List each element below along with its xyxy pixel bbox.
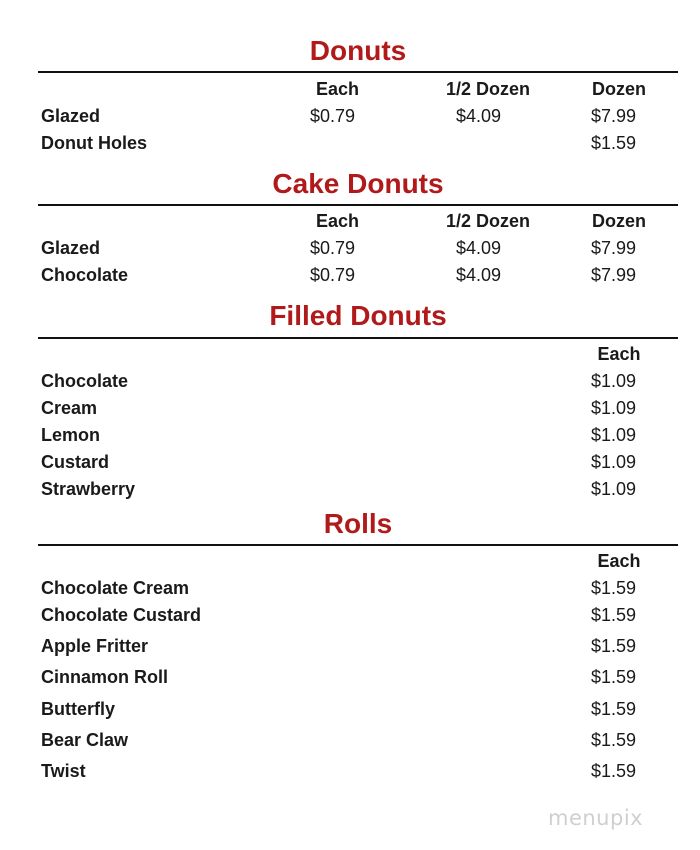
menu-item-price-half-dozen: $4.09 bbox=[456, 238, 502, 258]
menu-item-name: Cinnamon Roll bbox=[41, 667, 168, 687]
menu-item-name: Chocolate Cream bbox=[41, 578, 190, 598]
menu-item-name: Strawberry bbox=[41, 479, 136, 499]
column-header-each: Each bbox=[597, 344, 641, 364]
menu-item-price-dozen: $7.99 bbox=[591, 265, 637, 285]
menu-item-price-half-dozen: $4.09 bbox=[456, 106, 502, 126]
menu-item-name: Glazed bbox=[41, 106, 101, 126]
column-header-each: Each bbox=[316, 79, 360, 99]
menu-item-name: Bear Claw bbox=[41, 730, 129, 750]
menu-item-price-dozen: $1.59 bbox=[591, 133, 637, 153]
section-divider bbox=[38, 71, 678, 73]
menu-item-name: Glazed bbox=[41, 238, 101, 258]
section-title-filled-donuts: Filled Donuts bbox=[269, 300, 447, 331]
menu-item-name: Butterfly bbox=[41, 699, 116, 719]
section-divider bbox=[38, 204, 678, 206]
menu-item-name: Custard bbox=[41, 452, 110, 472]
menu-item-name: Chocolate bbox=[41, 265, 129, 285]
menu-item-price-each: $1.59 bbox=[591, 730, 637, 750]
column-header-half-dozen: 1/2 Dozen bbox=[445, 79, 531, 99]
column-header-dozen: Dozen bbox=[592, 79, 646, 99]
menu-item-price-dozen: $7.99 bbox=[591, 106, 637, 126]
menu-item-price-each: $1.09 bbox=[591, 371, 637, 391]
menu-item-price-each: $1.59 bbox=[591, 578, 637, 598]
menu-item-price-each: $1.09 bbox=[591, 452, 637, 472]
menu-item-price-dozen: $7.99 bbox=[591, 238, 637, 258]
menu-item-price-each: $0.79 bbox=[310, 106, 356, 126]
menu-item-name: Twist bbox=[41, 761, 86, 781]
menu-item-price-each: $1.09 bbox=[591, 398, 637, 418]
menu-item-price-each: $1.59 bbox=[591, 667, 637, 687]
section-title-donuts: Donuts bbox=[309, 35, 407, 66]
column-header-dozen: Dozen bbox=[592, 211, 646, 231]
menu-item-price-each: $1.59 bbox=[591, 699, 637, 719]
menu-item-price-half-dozen: $4.09 bbox=[456, 265, 502, 285]
menu-item-price-each: $1.59 bbox=[591, 605, 637, 625]
section-title-cake-donuts: Cake Donuts bbox=[272, 168, 444, 199]
section-title-rolls: Rolls bbox=[323, 508, 393, 539]
column-header-half-dozen: 1/2 Dozen bbox=[445, 211, 531, 231]
column-header-each: Each bbox=[597, 551, 641, 571]
menu-item-name: Cream bbox=[41, 398, 98, 418]
menu-item-price-each: $0.79 bbox=[310, 265, 356, 285]
menu-item-name: Donut Holes bbox=[41, 133, 147, 153]
menu-item-price-each: $1.09 bbox=[591, 479, 637, 499]
section-divider bbox=[38, 337, 678, 339]
menu-item-name: Lemon bbox=[41, 425, 101, 445]
column-header-each: Each bbox=[316, 211, 360, 231]
menu-item-price-each: $1.59 bbox=[591, 636, 637, 656]
menu-item-name: Chocolate Custard bbox=[41, 605, 202, 625]
section-divider bbox=[38, 544, 678, 546]
menu-item-price-each: $1.09 bbox=[591, 425, 637, 445]
menu-item-price-each: $1.59 bbox=[591, 761, 637, 781]
watermark-logo: menupix bbox=[548, 806, 644, 830]
menu-item-name: Apple Fritter bbox=[41, 636, 149, 656]
menu-item-price-each: $0.79 bbox=[310, 238, 356, 258]
menu-item-name: Chocolate bbox=[41, 371, 129, 391]
